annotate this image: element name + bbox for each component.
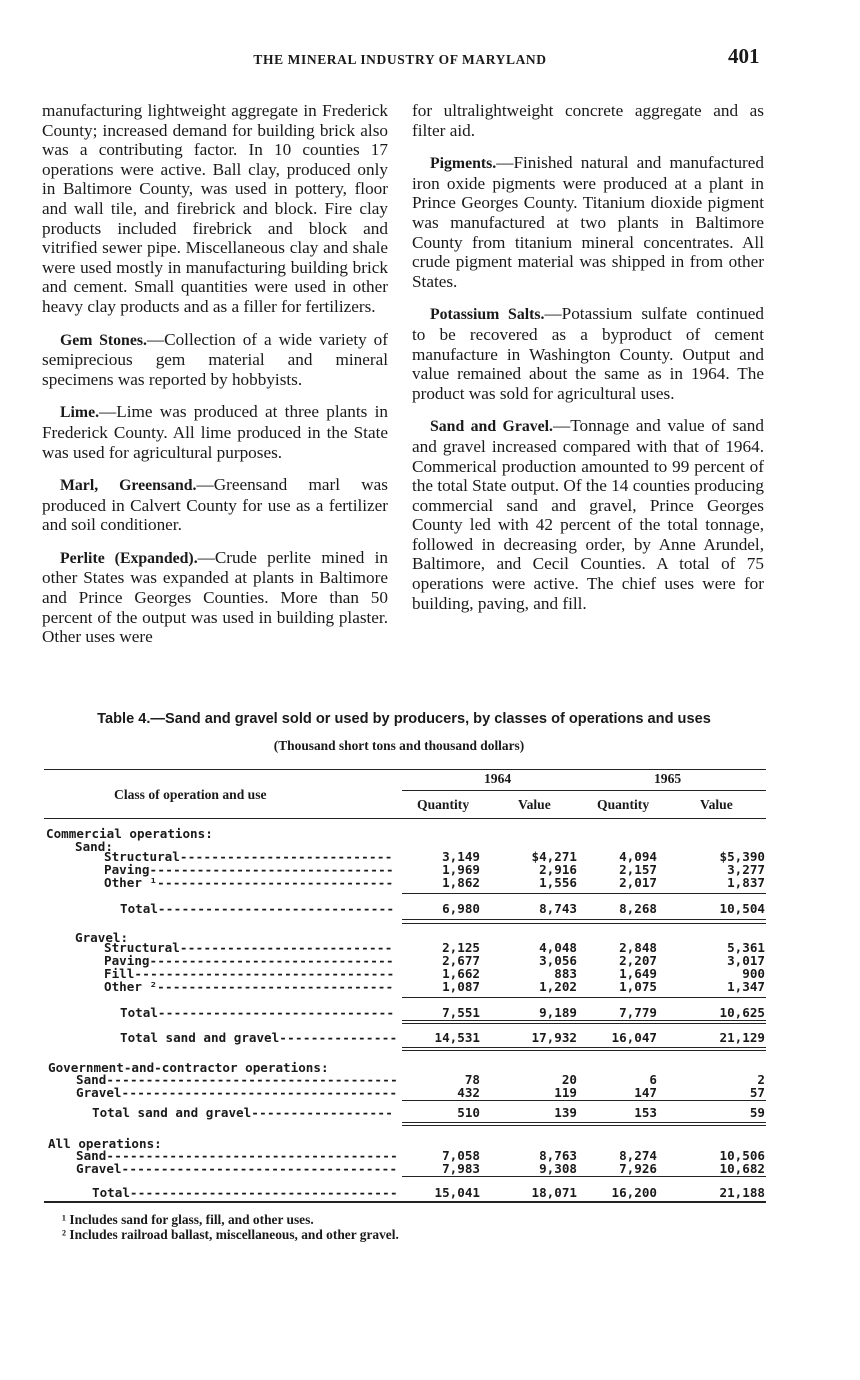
cell-g-structural-q64: 2,125	[442, 940, 480, 955]
page-number: 401	[728, 44, 760, 68]
rule-gravel-subtotal	[402, 997, 766, 998]
leader-dots: -------------------------------	[149, 953, 394, 968]
cell-gov-total-v64: 139	[554, 1105, 577, 1120]
row-label-gov-gravel	[76, 1086, 397, 1099]
cell-sg-total-q65: 16,047	[611, 1030, 657, 1045]
cell-c-structural-q65: 4,094	[619, 849, 657, 864]
cell-g-structural-q65: 2,848	[619, 940, 657, 955]
clay-paragraph: manufacturing lightweight aggregate in Frederick County; increased demand for building brick also was a contributing factor. In 10 counties 17 operations were active. Ball clay, produced only in Baltimore County, was used in pottery, floor and wall tile, and firebrick and block. Fire clay products included firebrick and block and vitrified sewer pipe. Miscellaneous clay and shale were used mostly in manufacturing building brick and cement. Small quantities were used in other heavy clay products and as a filler for fertilizers.	[42, 101, 388, 316]
value-header-1965: Value	[700, 797, 733, 812]
table-bottom-rule	[44, 1201, 766, 1203]
gem-stones-heading: Gem Stones.	[60, 331, 147, 349]
leader-dots: ----------------------------------	[129, 1185, 398, 1200]
lime-text: —Lime was produced at three plants in Frederick County. All lime produced in the State was used for agricultural purposes.	[42, 402, 388, 462]
rule-sand-subtotal	[402, 893, 766, 894]
cell-c-other-q65: 2,017	[619, 875, 657, 890]
cell-gov-sand-q65: 6	[649, 1072, 657, 1087]
rule-commercial-total-a	[402, 1047, 766, 1048]
cell-g-paving-v65: 3,017	[727, 953, 765, 968]
gem-stones-paragraph	[42, 330, 388, 390]
cell-g-paving-v64: 3,056	[539, 953, 577, 968]
cell-g-other-q65: 1,075	[619, 979, 657, 994]
row-label-all-total	[92, 1186, 398, 1199]
cell-g-structural-v64: 4,048	[539, 940, 577, 955]
cell-gov-gravel-v65: 57	[749, 1085, 765, 1100]
rule-gov-total-a	[402, 1122, 766, 1123]
cell-gov-sand-v64: 20	[561, 1072, 577, 1087]
row-label-text: Total sand and gravel	[92, 1105, 252, 1120]
cell-all-gravel-v64: 9,308	[539, 1161, 577, 1176]
data-table	[44, 767, 766, 1205]
subsection-sand: Sand:	[75, 839, 113, 854]
perlite-text: —Crude perlite mined in other States was expanded at plants in Baltimore and Prince Georges Counties. More than 50 percent of the output was used in building plaster. Other uses were	[42, 547, 388, 647]
row-label-text: Structural	[104, 940, 180, 955]
cell-c-structural-v65: $5,390	[719, 849, 765, 864]
cell-c-other-q64: 1,862	[442, 875, 480, 890]
header-bottom-rule	[44, 818, 766, 819]
pigments-heading: Pigments.	[430, 155, 497, 173]
potassium-paragraph	[412, 304, 764, 403]
row-label-text: Sand	[76, 1072, 107, 1087]
cell-gov-gravel-q65: 147	[634, 1085, 657, 1100]
leader-dots: -----------------------------------	[121, 1085, 398, 1100]
perlite-heading: Perlite (Expanded).	[60, 549, 198, 567]
year-1964: 1964	[484, 771, 512, 786]
cell-all-gravel-q64: 7,983	[442, 1161, 480, 1176]
subsection-gravel: Gravel:	[75, 930, 129, 945]
cell-sg-total-v64: 17,932	[531, 1030, 577, 1045]
row-label-text: Paving	[104, 862, 150, 877]
rule-gov-total-b	[402, 1125, 766, 1126]
leader-dots: -------------------------------	[149, 862, 394, 877]
leader-dots: ---------------------------	[179, 940, 393, 955]
cell-g-fill-v65: 900	[742, 966, 765, 981]
cell-c-paving-q65: 2,157	[619, 862, 657, 877]
cell-sg-total-v65: 21,129	[719, 1030, 765, 1045]
year-1965: 1965	[654, 771, 682, 786]
cell-c-paving-v65: 3,277	[727, 862, 765, 877]
perlite-continued-paragraph: for ultralightweight concrete aggregate and as filter aid.	[412, 101, 764, 140]
cell-c-total-v64: 8,743	[539, 901, 577, 916]
cell-g-other-v64: 1,202	[539, 979, 577, 994]
cell-gov-total-v65: 59	[749, 1105, 765, 1120]
cell-all-sand-v64: 8,763	[539, 1148, 577, 1163]
cell-gov-sand-v65: 2	[757, 1072, 765, 1087]
row-label-c-other	[104, 876, 394, 889]
potassium-heading: Potassium Salts.	[430, 306, 545, 324]
cell-g-paving-q64: 2,677	[442, 953, 480, 968]
row-label-c-total	[120, 902, 394, 915]
cell-c-other-v64: 1,556	[539, 875, 577, 890]
row-label-text: Other ¹	[104, 875, 158, 890]
rule-gov-subtotal	[402, 1100, 766, 1101]
leader-dots: ------------------------------	[157, 901, 395, 916]
marl-heading: Marl, Greensand.	[60, 477, 197, 495]
cell-gov-gravel-v64: 119	[554, 1085, 577, 1100]
leader-dots: ------------------------------	[157, 875, 394, 890]
cell-gov-total-q64: 510	[457, 1105, 480, 1120]
leader-dots: ---------------------------	[179, 849, 393, 864]
cell-c-total-q64: 6,980	[442, 901, 480, 916]
cell-g-other-v65: 1,347	[727, 979, 765, 994]
row-label-text: Total sand and gravel	[120, 1030, 280, 1045]
footnote-2: ² Includes railroad ballast, miscellaneous, and other gravel.	[62, 1227, 399, 1242]
cell-all-total-q64: 15,041	[434, 1185, 480, 1200]
year-rule	[402, 790, 766, 791]
cell-all-gravel-q65: 7,926	[619, 1161, 657, 1176]
rule-sand-total-b	[402, 923, 766, 924]
cell-all-sand-q65: 8,274	[619, 1148, 657, 1163]
row-label-text: Other ²	[104, 979, 158, 994]
cell-g-fill-q64: 1,662	[442, 966, 480, 981]
leader-dots: ---------------------------------	[134, 966, 395, 981]
cell-gov-sand-q64: 78	[464, 1072, 480, 1087]
perlite-paragraph	[42, 548, 388, 647]
cell-g-fill-v64: 883	[554, 966, 577, 981]
footnotes	[62, 1212, 399, 1242]
rule-gravel-total-a	[402, 1020, 766, 1021]
leader-dots: ------------------------------	[157, 1005, 395, 1020]
row-label-text: Sand	[76, 1148, 107, 1163]
table-title: Table 4.—Sand and gravel sold or used by producers, by classes of operations and uses	[97, 711, 711, 727]
marl-paragraph	[42, 475, 388, 535]
cell-c-paving-v64: 2,916	[539, 862, 577, 877]
leader-dots: -------------------------------------	[106, 1148, 398, 1163]
cell-g-other-q64: 1,087	[442, 979, 480, 994]
pigments-text: —Finished natural and manufactured iron oxide pigments were produced at a plant in Prince Georges County. Titanium dioxide pigment was manufactured at two plants in Baltimore County from titanium mineral concentrates. All crude pigment material was shipped in from other States.	[412, 153, 764, 291]
pigments-paragraph	[412, 153, 764, 291]
leader-dots: -------------------------------------	[106, 1072, 398, 1087]
row-label-text: Total	[120, 1005, 158, 1020]
rule-gravel-total-b	[402, 1023, 766, 1024]
sand-gravel-paragraph	[412, 416, 764, 613]
cell-gov-total-q65: 153	[634, 1105, 657, 1120]
table-subtitle: (Thousand short tons and thousand dollars)	[273, 738, 525, 753]
cell-c-other-v65: 1,837	[727, 875, 765, 890]
leader-dots: ---------------	[279, 1030, 398, 1045]
row-label-text: Total	[92, 1185, 130, 1200]
right-column	[412, 101, 764, 626]
cell-c-paving-q64: 1,969	[442, 862, 480, 877]
section-all-operations: All operations:	[48, 1136, 162, 1151]
quantity-header-1964: Quantity	[417, 797, 470, 812]
value-header-1964: Value	[518, 797, 551, 812]
footnote-1: ¹ Includes sand for glass, fill, and other uses.	[62, 1212, 314, 1227]
cell-c-total-v65: 10,504	[719, 901, 765, 916]
potassium-text: —Potassium sulfate continued to be recovered as a byproduct of cement manufacture in Washington County. Output and value remained about the same as in 1964. The product was sold for agricultural uses.	[412, 304, 765, 403]
quantity-header-1965: Quantity	[597, 797, 650, 812]
cell-c-total-q65: 8,268	[619, 901, 657, 916]
section-government: Government-and-contractor operations:	[48, 1060, 329, 1075]
cell-all-gravel-v65: 10,682	[719, 1161, 765, 1176]
row-label-text: Structural	[104, 849, 180, 864]
marl-text: —Greensand marl was produced in Calvert County for use as a fertilizer and soil conditioner.	[42, 475, 388, 535]
section-commercial: Commercial operations:	[46, 826, 213, 841]
rule-commercial-total-b	[402, 1050, 766, 1051]
row-label-g-other	[104, 980, 394, 993]
leader-dots: -----------------------------------	[121, 1161, 398, 1176]
lime-heading: Lime.	[60, 404, 100, 422]
cell-all-sand-q64: 7,058	[442, 1148, 480, 1163]
rule-sand-total-a	[402, 919, 766, 920]
row-label-text: Gravel	[76, 1161, 122, 1176]
cell-g-total-v65: 10,625	[719, 1005, 765, 1020]
cell-c-structural-v64: $4,271	[531, 849, 577, 864]
cell-all-total-v64: 18,071	[531, 1185, 577, 1200]
running-header: THE MINERAL INDUSTRY OF MARYLAND	[253, 52, 547, 67]
rule-all-subtotal	[402, 1176, 766, 1177]
table-top-rule	[44, 769, 766, 770]
leader-dots: ------------------------------	[157, 979, 394, 994]
sand-gravel-text: —Tonnage and value of sand and gravel increased compared with that of 1964. Commerical production amounted to 99 percent of the total State output. Of the 14 counties producing commercial sand and gravel, Prince Georges County led with 42 percent of the total tonnage, followed in decreasing order, by Anne Arundel, Baltimore, and Cecil Counties. A total of 75 operations were active. The chief uses were for building, paving, and fill.	[412, 416, 764, 613]
leader-dots: ------------------	[251, 1105, 394, 1120]
lime-paragraph	[42, 402, 388, 462]
sand-gravel-heading: Sand and Gravel.	[430, 418, 553, 436]
cell-g-total-q65: 7,779	[619, 1005, 657, 1020]
cell-g-fill-q65: 1,649	[619, 966, 657, 981]
column-label: Class of operation and use	[114, 787, 267, 802]
cell-g-structural-v65: 5,361	[727, 940, 765, 955]
cell-g-total-q64: 7,551	[442, 1005, 480, 1020]
row-label-sg-total	[120, 1031, 397, 1044]
row-label-all-gravel	[76, 1162, 397, 1175]
row-label-text: Total	[120, 901, 158, 916]
row-label-text: Gravel	[76, 1085, 122, 1100]
cell-g-paving-q65: 2,207	[619, 953, 657, 968]
cell-all-total-q65: 16,200	[611, 1185, 657, 1200]
cell-c-structural-q64: 3,149	[442, 849, 480, 864]
cell-g-total-v64: 9,189	[539, 1005, 577, 1020]
gem-stones-text: —Collection of a wide variety of semiprecious gem material and mineral specimens was reported by hobbyists.	[42, 329, 389, 389]
row-label-gov-total	[92, 1106, 393, 1119]
cell-all-total-v65: 21,188	[719, 1185, 765, 1200]
cell-gov-gravel-q64: 432	[457, 1085, 480, 1100]
row-label-text: Paving	[104, 953, 150, 968]
cell-sg-total-q64: 14,531	[434, 1030, 480, 1045]
row-label-g-total	[120, 1006, 394, 1019]
cell-all-sand-v65: 10,506	[719, 1148, 765, 1163]
row-label-text: Fill	[104, 966, 135, 981]
left-column	[42, 101, 388, 660]
